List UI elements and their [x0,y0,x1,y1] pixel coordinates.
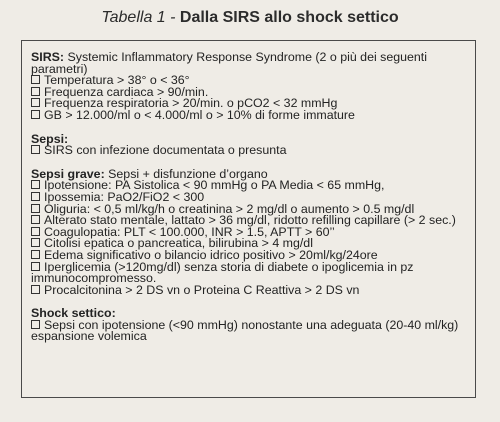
section-shock-settico [31,308,469,343]
list-item: Temperatura > 38° o < 36° [31,75,469,87]
checkbox-bullet-icon [31,75,40,84]
list-item: Iperglicemia (>120mg/dl) senza storia di diabete o ipoglicemia in pz immunocompromesso. [31,259,414,286]
sepsi-heading: Sepsi: [31,131,69,146]
list-item: Frequenza cardiaca > 90/min. [31,87,469,99]
sepsi-grave-heading: Sepsi grave: [31,166,105,181]
checkbox-bullet-icon [31,98,40,107]
list-item: Ipotensione: PA Sistolica < 90 mmHg o PA Media < 65 mmHg, [31,180,469,192]
checkbox-bullet-icon [31,238,40,247]
list-item: Coagulopatia: PLT < 100.000, INR > 1.5, APTT > 60’’ [31,227,469,239]
list-item: GB > 12.000/ml o < 4.000/ml o > 10% di forme immature [31,110,469,122]
section-sirs [31,52,469,122]
sirs-heading: SIRS: [31,50,65,64]
sepsi-grave-intro: Sepsi + disfunzione d’organo [108,166,268,181]
checkbox-bullet-icon [31,250,40,259]
table-title [0,9,500,27]
checkbox-bullet-icon [31,204,40,213]
list-item: Oliguria: < 0,5 ml/kg/h o creatinina > 2 mg/dl o aumento > 0.5 mg/dl [31,204,469,216]
list-item: Procalcitonina > 2 DS vn o Proteina C Reattiva > 2 DS vn [31,285,469,297]
list-item: Ipossemia: PaO2/FiO2 < 300 [31,192,469,204]
sirs-header [31,52,469,75]
checkbox-bullet-icon [31,87,40,96]
section-sepsi-grave [31,166,469,297]
checkbox-bullet-icon [31,110,40,119]
checkbox-bullet-icon [31,227,40,236]
list-item: Frequenza respiratoria > 20/min. o pCO2 < 32 mmHg [31,98,469,110]
table-number: Tabella 1 - [101,9,176,26]
list-item: Edema significativo o bilancio idrico positivo > 20ml/kg/24ore [31,250,469,262]
sirs-intro: Systemic Inflammatory Response Syndrome (2 o più dei seguenti parametri) [31,50,427,76]
table-title-text: Dalla SIRS allo shock settico [179,9,399,26]
checkbox-bullet-icon [31,215,40,224]
section-sepsi [31,131,469,158]
shock-settico-heading: Shock settico: [31,306,116,321]
table-content [31,52,469,343]
list-item: SIRS con infezione documentata o presunta [31,145,469,157]
checkbox-bullet-icon [31,192,40,201]
list-item: Sepsi con ipotensione (<90 mmHg) nonostante una adeguata (20-40 ml/kg) espansione volemica [31,317,459,344]
list-item: Citolisi epatica o pancreatica, bilirubina > 4 mg/dl [31,238,469,250]
checkbox-bullet-icon [31,320,40,329]
checkbox-bullet-icon [31,262,40,271]
checkbox-bullet-icon [31,285,40,294]
list-item: Alterato stato mentale, lattato > 36 mg/dl, ridotto refilling capillare (> 2 sec.) [31,215,469,227]
checkbox-bullet-icon [31,180,40,189]
checkbox-bullet-icon [31,145,40,154]
